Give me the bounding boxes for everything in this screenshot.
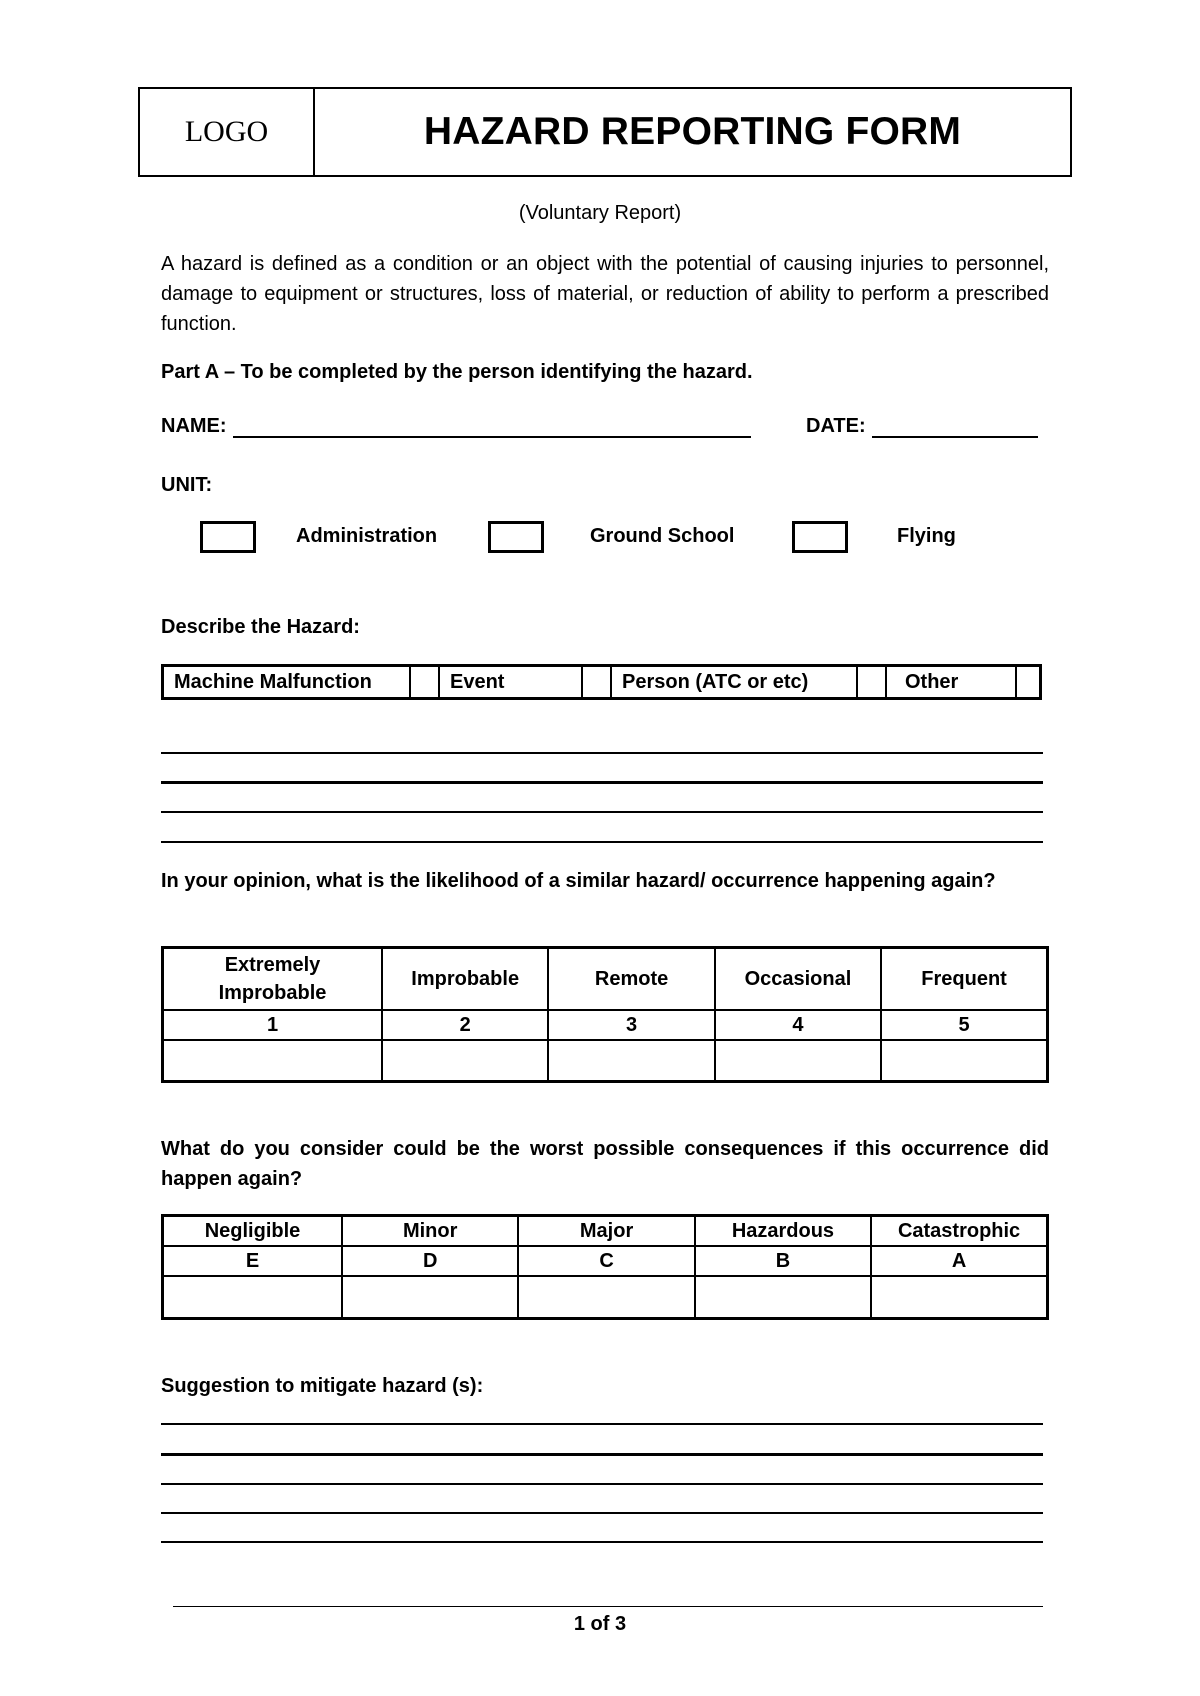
unit-checkbox-ground-school[interactable] [488, 521, 544, 553]
likelihood-select-cell-1[interactable] [163, 1040, 383, 1082]
unit-checkbox-flying[interactable] [792, 521, 848, 553]
likelihood-header: Extremely Improbable [163, 948, 383, 1010]
date-label: DATE: [806, 415, 866, 437]
likelihood-value: 2 [382, 1010, 548, 1040]
hazard-description-line-4[interactable] [161, 841, 1043, 843]
likelihood-value: 5 [881, 1010, 1047, 1040]
date-field-row [806, 415, 1038, 438]
page-number: 1 of 3 [573, 1613, 627, 1635]
likelihood-value: 1 [163, 1010, 383, 1040]
date-input[interactable] [872, 416, 1038, 438]
likelihood-select-cell-2[interactable] [382, 1040, 548, 1082]
consequence-header: Major [518, 1216, 694, 1246]
likelihood-header: Occasional [715, 948, 881, 1010]
category-checkbox-event[interactable] [583, 667, 612, 697]
consequence-select-cell-a[interactable] [871, 1276, 1047, 1319]
hazard-description-line-3[interactable] [161, 811, 1043, 813]
consequence-header: Minor [342, 1216, 518, 1246]
likelihood-value: 3 [548, 1010, 714, 1040]
mitigation-line-3[interactable] [161, 1483, 1043, 1485]
likelihood-header-row [163, 948, 1048, 1010]
consequences-selection-row [163, 1276, 1048, 1319]
hazard-description-line-2[interactable] [161, 781, 1043, 784]
consequences-table [161, 1214, 1049, 1320]
consequence-header: Negligible [163, 1216, 343, 1246]
likelihood-table [161, 946, 1049, 1083]
consequence-select-cell-e[interactable] [163, 1276, 343, 1319]
consequence-value: E [163, 1246, 343, 1276]
mitigation-line-5[interactable] [161, 1541, 1043, 1543]
part-a-heading: Part A – To be completed by the person identifying the hazard. [161, 361, 753, 383]
consequence-value: B [695, 1246, 871, 1276]
category-checkbox-person[interactable] [858, 667, 887, 697]
consequence-select-cell-b[interactable] [695, 1276, 871, 1319]
name-field-row [161, 415, 751, 438]
likelihood-value: 4 [715, 1010, 881, 1040]
unit-label-ground-school: Ground School [590, 525, 735, 547]
unit-label-flying: Flying [897, 525, 956, 547]
form-subtitle: (Voluntary Report) [518, 202, 682, 224]
form-title: HAZARD REPORTING FORM [423, 110, 962, 153]
consequence-value: A [871, 1246, 1047, 1276]
footer-divider [173, 1606, 1043, 1607]
consequence-select-cell-c[interactable] [518, 1276, 694, 1319]
consequences-question: What do you consider could be the worst possible consequences if this occurrence did happen again? [161, 1138, 1049, 1190]
logo-placeholder: LOGO [140, 89, 315, 175]
consequences-header-row [163, 1216, 1048, 1246]
hazard-category-table [161, 664, 1042, 700]
mitigation-label: Suggestion to mitigate hazard (s): [161, 1375, 484, 1397]
consequences-value-row [163, 1246, 1048, 1276]
likelihood-selection-row [163, 1040, 1048, 1082]
category-checkbox-machine-malfunction[interactable] [411, 667, 440, 697]
likelihood-header: Remote [548, 948, 714, 1010]
mitigation-line-4[interactable] [161, 1512, 1043, 1514]
consequence-header: Catastrophic [871, 1216, 1047, 1246]
category-other: Other [887, 667, 1017, 697]
category-person: Person (ATC or etc) [612, 667, 858, 697]
category-checkbox-other[interactable] [1017, 667, 1039, 697]
category-event: Event [440, 667, 583, 697]
consequence-value: D [342, 1246, 518, 1276]
category-machine-malfunction: Machine Malfunction [164, 667, 411, 697]
form-header [138, 87, 1072, 177]
likelihood-select-cell-5[interactable] [881, 1040, 1047, 1082]
hazard-description-line-1[interactable] [161, 752, 1043, 754]
likelihood-value-row [163, 1010, 1048, 1040]
mitigation-line-1[interactable] [161, 1423, 1043, 1425]
describe-hazard-label: Describe the Hazard: [161, 616, 360, 638]
name-label: NAME: [161, 415, 227, 437]
likelihood-header: Improbable [382, 948, 548, 1010]
likelihood-question: In your opinion, what is the likelihood of a similar hazard/ occurrence happening again? [161, 870, 996, 892]
likelihood-select-cell-3[interactable] [548, 1040, 714, 1082]
unit-label: UNIT: [161, 474, 213, 496]
consequence-header: Hazardous [695, 1216, 871, 1246]
unit-label-administration: Administration [296, 525, 438, 547]
hazard-definition: A hazard is defined as a condition or an object with the potential of causing injuries to personnel, damage to equipment or structures, loss of material, or reduction of ability to perform a prescribed function. [161, 253, 1049, 335]
unit-checkbox-administration[interactable] [200, 521, 256, 553]
likelihood-header: Frequent [881, 948, 1047, 1010]
mitigation-line-2[interactable] [161, 1453, 1043, 1456]
consequence-select-cell-d[interactable] [342, 1276, 518, 1319]
likelihood-select-cell-4[interactable] [715, 1040, 881, 1082]
consequence-value: C [518, 1246, 694, 1276]
name-input[interactable] [233, 416, 751, 438]
